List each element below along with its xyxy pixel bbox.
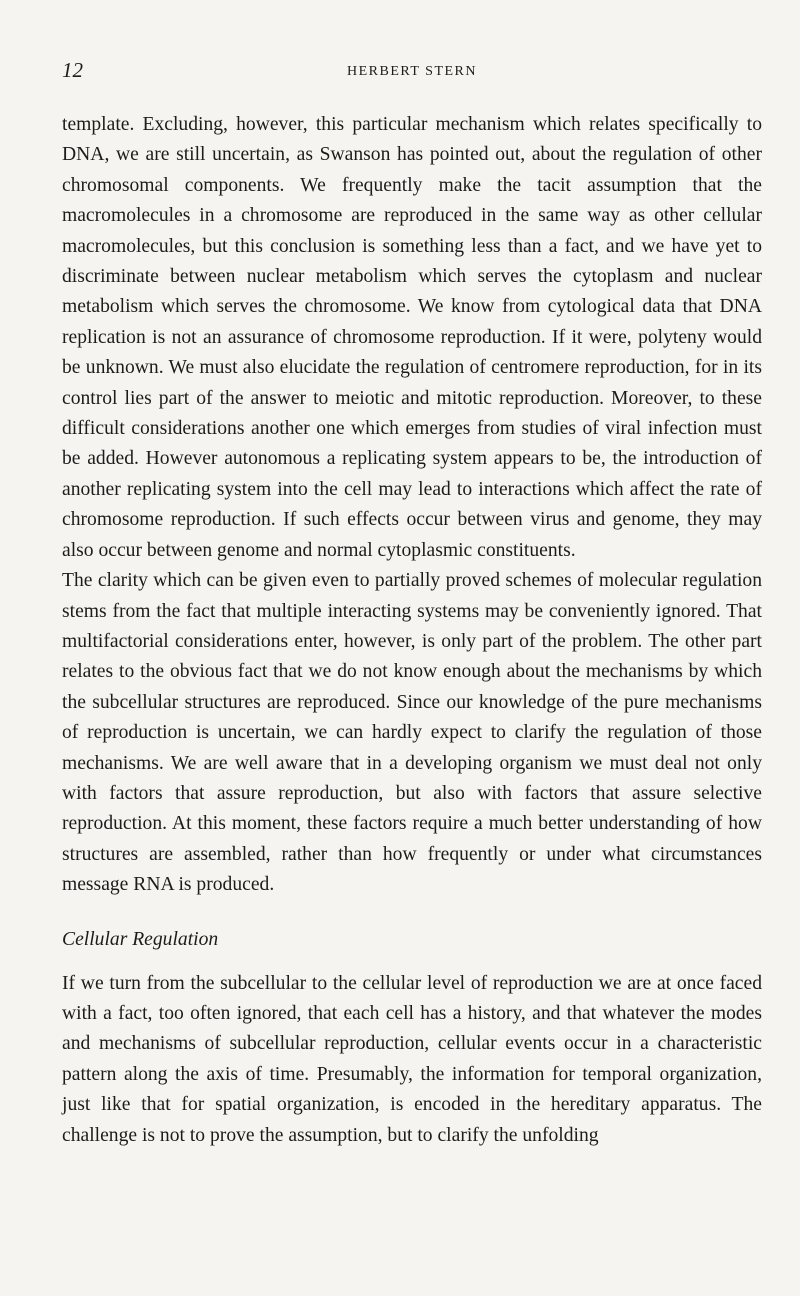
section-heading-cellular-regulation: Cellular Regulation xyxy=(62,928,219,950)
paragraph-clarity: The clarity which can be given even to partially proved schemes of molecular regulation stems from the fact that multiple interacting systems may be conveniently ignored. That multifactorial considerations enter, however, is only part of the problem. The other part relates to the obvious fact that we do not know enough about the mechanisms by which the subcellular structures are reproduced. Since our knowledge of the pure mechanisms of reproduction is uncertain, we can hardly expect to clarify the regulation of those mechanisms. We are well aware that in a developing organism we must deal not only with factors that assure reproduction, but also with factors that assure selective reproduction. At this moment, these factors require a much better understanding of how structures are assembled, rather than how frequently or under what circumstances message RNA is produced. xyxy=(62,570,762,896)
running-head xyxy=(62,58,762,88)
paragraph-template-excluding: template. Excluding, however, this particular mechanism which relates specifically to DNA, we are still uncertain, as Swanson has pointed out, about the regulation of other chromosomal components. We frequently make the tacit assumption that the macromolecules in a chromosome are reproduced in the same way as other cellular macromolecules, but this conclusion is something less than a fact, and we have yet to discriminate between nuclear metabolism which serves the cytoplasm and nuclear metabolism which serves the chromosome. We know from cytological data that DNA replication is not an assurance of chromosome reproduction. If it were, polyteny would be unknown. We must also elucidate the regulation of centromere reproduction, for in its control lies part of the answer to meiotic and mitotic reproduction. Moreover, to these difficult considerations another one which emerges from studies of viral infection must be added. However autonomous a replicating system appears to be, the introduction of another replicating system into the cell may lead to interactions which affect the rate of chromosome reproduction. If such effects occur between virus and genome, they may also occur between genome and normal cytoplasmic constituents. xyxy=(62,114,762,561)
paragraph-cellular-regulation: If we turn from the subcellular to the cellular level of reproduction we are at once faced with a fact, too often ignored, that each cell has a history, and that whatever the modes and mechanisms of subcellular reproduction, cellular events occur in a characteristic pattern along the axis of time. Presumably, the information for temporal organization, just like that for spatial organization, is encoded in the hereditary apparatus. The challenge is not to prove the assumption, but to clarify the unfolding xyxy=(62,972,762,1146)
page-number: 12 xyxy=(62,58,83,82)
running-head-author: HERBERT STERN xyxy=(346,64,478,79)
book-page xyxy=(62,58,762,1151)
body-text xyxy=(62,110,762,1151)
